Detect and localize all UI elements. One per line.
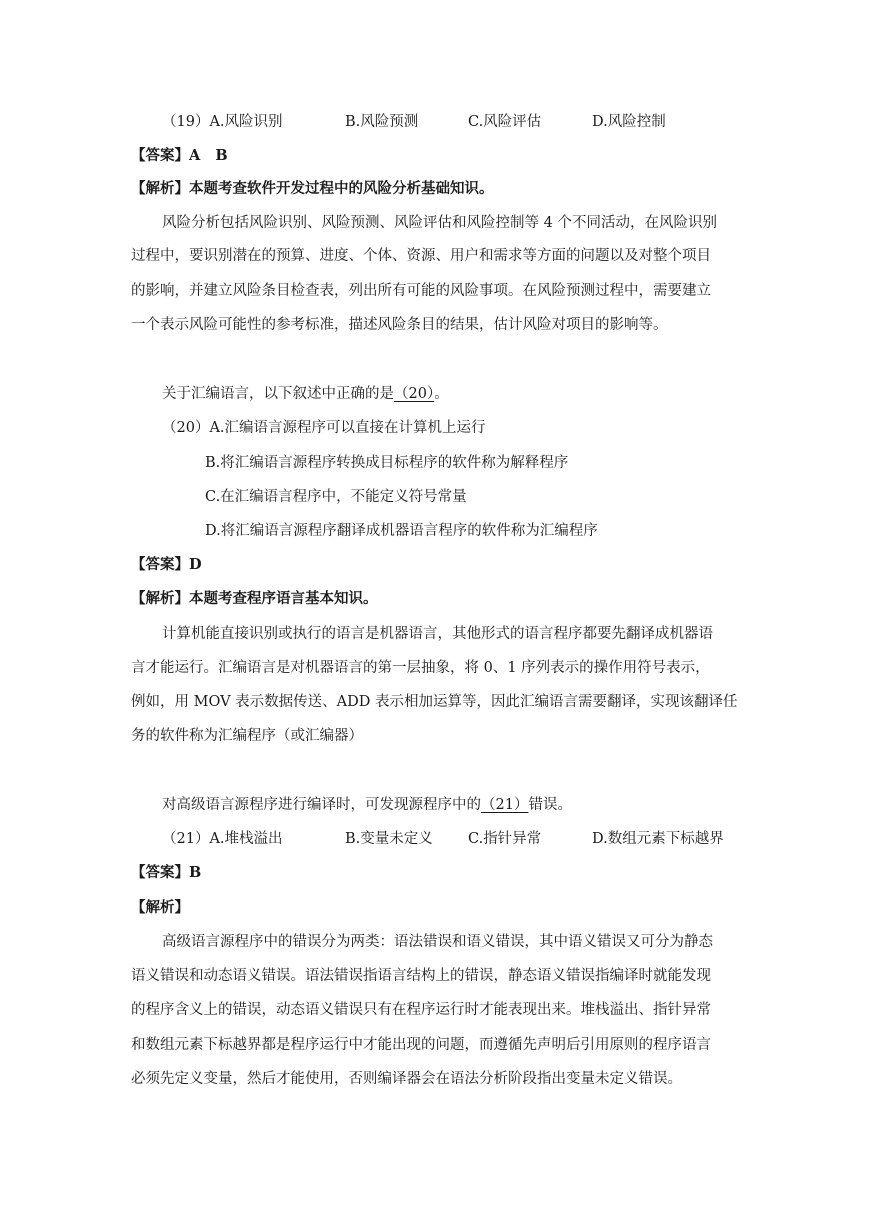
q21-body-line: 的程序含义上的错误，动态语义错误只有在程序运行时才能表现出来。堆栈溢出、指针异常 [131,1002,711,1018]
q21-body-line: 高级语言源程序中的错误分为两类：语法错误和语义错误，其中语义错误又可分为静态 [162,934,713,950]
q19-body-line: 风险分析包括风险识别、风险预测、风险评估和风险控制等 4 个不同活动，在风险识别 [162,215,717,231]
analysis-title: 本题考查软件开发过程中的风险分析基础知识。 [189,180,494,197]
q19-option-c: C.风险评估 [468,114,542,130]
q20-body-line: 言才能运行。汇编语言是对机器语言的第一层抽象，将 0、1 序列表示的操作用符号表示， [131,660,710,676]
answer-value: A B [189,147,228,164]
stem-text: 对高级语言源程序进行编译时，可发现源程序中的 [162,797,481,813]
q19-options [162,112,283,132]
q20-prefix: （20） [162,420,210,436]
q19-answer [131,146,228,166]
q21-body-line: 必须先定义变量，然后才能使用，否则编译器会在语法分析阶段指出变量未定义错误。 [131,1071,682,1087]
answer-label: 【答案】 [131,147,189,164]
analysis-label: 【解析】 [131,590,189,607]
analysis-title: 本题考查程序语言基本知识。 [189,590,378,607]
q21-option-c: C.指针异常 [468,831,542,847]
q19-option-b: B.风险预测 [345,114,419,130]
q20-body-line: 计算机能直接识别或执行的语言是机器语言，其他形式的语言程序都要先翻译成机器语 [162,626,713,642]
q21-option-a-row [162,829,283,849]
q19-body-line: 的影响，并建立风险条目检查表，列出所有可能的风险事项。在风险预测过程中，需要建立 [131,283,711,299]
q20-option-b: B.将汇编语言源程序转换成目标程序的软件称为解释程序 [205,455,569,471]
q20-body-line: 务的软件称为汇编程序（或汇编器） [131,728,363,744]
stem-text: 关于汇编语言，以下叙述中正确的是 [162,386,394,402]
answer-value: D [189,556,202,573]
answer-label: 【答案】 [131,864,189,881]
q21-body-line: 语义错误和动态语义错误。语法错误指语言结构上的错误，静态语义错误指编译时就能发现 [131,968,711,984]
q19-option-a: A.风险识别 [209,114,283,130]
q19-body-line: 一个表示风险可能性的参考标准，描述风险条目的结果，估计风险对项目的影响等。 [131,317,668,333]
analysis-label: 【解析】 [131,899,189,916]
q21-option-b: B.变量未定义 [345,831,433,847]
q20-option-a-row [162,418,486,438]
q20-option-a: A.汇编语言源程序可以直接在计算机上运行 [209,420,486,436]
q19-body-line: 过程中，要识别潜在的预算、进度、个体、资源、用户和需求等方面的问题以及对整个项目 [131,248,711,264]
stem-end: 。 [434,386,449,402]
q21-analysis-heading [131,898,189,918]
q21-answer [131,863,201,883]
q21-prefix: （21） [162,831,210,847]
q20-stem [162,384,449,404]
q19-prefix: （19） [162,114,210,130]
q20-analysis-heading [131,589,378,609]
q21-option-d: D.数组元素下标越界 [592,831,724,847]
answer-value: B [189,864,202,881]
q20-body-line: 例如，用 MOV 表示数据传送、ADD 表示相加运算等，因此汇编语言需要翻译，实现该翻译任 [131,694,738,710]
answer-blank: （21） [481,797,529,813]
answer-blank: （20） [394,386,435,402]
q20-answer [131,555,202,575]
stem-end: 错误。 [528,797,572,813]
q21-option-a: A.堆栈溢出 [209,831,283,847]
q21-stem [162,795,572,815]
q20-option-d: D.将汇编语言源程序翻译成机器语言程序的软件称为汇编程序 [205,523,598,539]
q19-analysis-heading [131,179,494,199]
q19-option-d: D.风险控制 [592,114,666,130]
analysis-label: 【解析】 [131,180,189,197]
q21-body-line: 和数组元素下标越界都是程序运行中才能出现的问题，而遵循先声明后引用原则的程序语言 [131,1037,711,1053]
q20-option-c: C.在汇编语言程序中，不能定义符号常量 [205,489,467,505]
answer-label: 【答案】 [131,556,189,573]
